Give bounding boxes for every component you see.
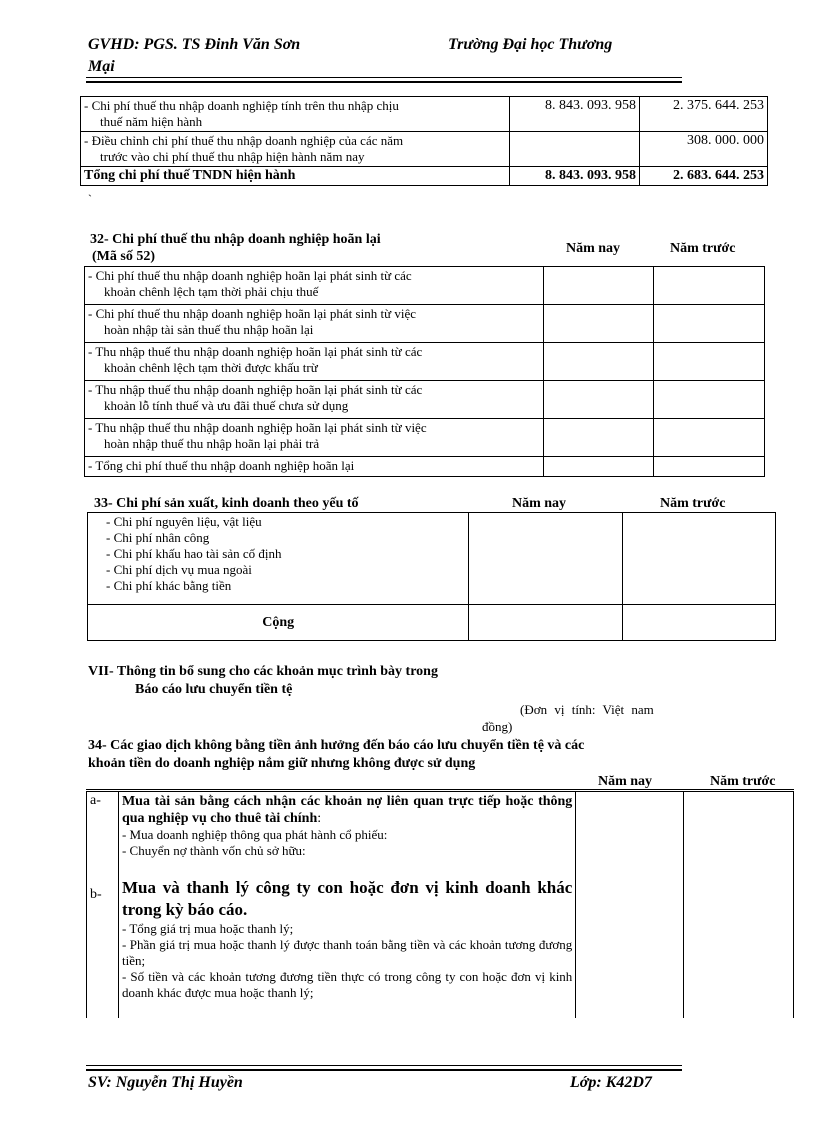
marker-a: a- xyxy=(90,793,101,808)
header-university: Trường Đại học Thương xyxy=(448,36,613,53)
table-row xyxy=(85,457,765,477)
value-last-year xyxy=(654,305,765,343)
list-item: - Tổng giá trị mua hoặc thanh lý; xyxy=(121,921,294,936)
row-markers xyxy=(87,792,119,1018)
list-item: - Chi phí nguyên liệu, vật liệu xyxy=(106,514,262,529)
value-this-year xyxy=(544,419,654,457)
table-row xyxy=(81,97,768,132)
value-this-year xyxy=(510,132,640,167)
footer-rule-top xyxy=(86,1065,682,1066)
stray-mark: ` xyxy=(88,192,92,206)
section7-title: VII- Thông tin bổ sung cho các khoản mục trình bày trong xyxy=(88,664,438,679)
value-last-year xyxy=(654,457,765,477)
section34-title-cont: khoản tiền do doanh nghiệp nắm giữ nhưng không được sử dụng xyxy=(88,756,476,771)
table-row xyxy=(85,305,765,343)
value-last-year xyxy=(654,343,765,381)
non-cash-transactions-table xyxy=(86,791,794,1018)
marker-b: b- xyxy=(90,887,102,902)
total-this-year: 8. 843. 093. 958 xyxy=(510,167,640,186)
section34-rule xyxy=(86,789,794,790)
total-this-year xyxy=(469,605,623,641)
table-row xyxy=(87,792,794,1018)
row-label: - Tổng chi phí thuế thu nhập doanh nghiệp hoãn lại xyxy=(85,457,544,477)
deferred-tax-table xyxy=(84,266,765,477)
header-rule-top xyxy=(86,77,682,78)
section34-title: 34- Các giao dịch không bằng tiền ảnh hưởng đến báo cáo lưu chuyển tiền tệ và các xyxy=(88,738,585,753)
table-row xyxy=(85,267,765,305)
section32-subtitle: (Mã số 52) xyxy=(92,249,155,264)
total-last-year: 2. 683. 644. 253 xyxy=(640,167,768,186)
value-this-year xyxy=(544,305,654,343)
header-university-cont: Mại xyxy=(88,58,115,75)
production-cost-table xyxy=(87,512,776,641)
list-item: - Chuyển nợ thành vốn chủ sở hữu: xyxy=(121,843,306,858)
value-last-year: 2. 375. 644. 253 xyxy=(640,97,768,132)
table-row xyxy=(88,513,776,605)
section33-title: 33- Chi phí sản xuất, kinh doanh theo yếu tố xyxy=(94,496,359,511)
value-last-year xyxy=(654,267,765,305)
row-label: - Thu nhập thuế thu nhập doanh nghiệp hoãn lại phát sinh từ việc hoàn nhập thuế thu nhập hoãn lại phải trả xyxy=(85,419,544,457)
value-this-year: 8. 843. 093. 958 xyxy=(510,97,640,132)
list-item: - Mua doanh nghiệp thông qua phát hành cổ phiếu: xyxy=(121,827,388,842)
value-last-year xyxy=(654,381,765,419)
total-row xyxy=(81,167,768,186)
section32-col-this-year: Năm nay xyxy=(566,241,621,256)
row-label: - Thu nhập thuế thu nhập doanh nghiệp hoãn lại phát sinh từ các khoản lỗ tính thuế và ưu đãi thuế chưa sử dụng xyxy=(85,381,544,419)
row-label: - Chi phí thuế thu nhập doanh nghiệp hoãn lại phát sinh từ việc hoàn nhập tài sản thuế thu nhập hoãn lại xyxy=(85,305,544,343)
value-this-year xyxy=(544,457,654,477)
list-item: - Chi phí nhân công xyxy=(106,530,210,545)
header-rule-bottom xyxy=(86,81,682,83)
section33-col-last-year: Năm trước xyxy=(660,496,726,511)
row-content: Mua tài sản bằng cách nhận các khoản nợ liên quan trực tiếp hoặc thông qua nghiệp vụ cho thuê tài chính: - Mua doanh nghiệp thông qua phát hành cổ phiếu: - Chuyển nợ thành vốn chủ sở hữu: Mua và thanh lý công ty con hoặc đơn vị kinh doanh khác trong kỳ báo cáo. - Tổng giá trị mua hoặc thanh lý; - Phần giá trị mua hoặc thanh lý được thanh toán bằng tiền và các khoản tương đương tiền; - Số tiền và các khoản tương đương tiền thực có trong công ty con hoặc đơn vị kinh doanh khác được mua hoặc thanh lý; xyxy=(118,792,575,1018)
row-label: - Chi phí thuế thu nhập doanh nghiệp hoãn lại phát sinh từ các khoản chênh lệch tạm thời phải chịu thuế xyxy=(85,267,544,305)
section34-col-this-year: Năm nay xyxy=(598,774,653,789)
list-item: - Số tiền và các khoản tương đương tiền thực có trong công ty con hoặc đơn vị kinh doanh khác được mua hoặc thanh lý; xyxy=(121,969,573,1000)
header-instructor: GVHD: PGS. TS Đinh Văn Sơn xyxy=(88,36,301,53)
total-label: Tổng chi phí thuế TNDN hiện hành xyxy=(81,167,510,186)
section32-title: 32- Chi phí thuế thu nhập doanh nghiệp hoãn lại xyxy=(90,232,381,247)
section33-col-this-year: Năm nay xyxy=(512,496,567,511)
value-last-year xyxy=(623,513,776,605)
list-item: - Phần giá trị mua hoặc thanh lý được thanh toán bằng tiền và các khoản tương đương tiền; xyxy=(121,937,573,968)
table-row xyxy=(85,343,765,381)
footer-class: Lớp: K42D7 xyxy=(570,1074,652,1091)
unit-note-cont: đồng) xyxy=(482,719,513,734)
value-this-year xyxy=(544,267,654,305)
section32-col-last-year: Năm trước xyxy=(670,241,736,256)
total-row xyxy=(88,605,776,641)
value-this-year xyxy=(469,513,623,605)
row-label: - Chi phí thuế thu nhập doanh nghiệp tính trên thu nhập chịu thuế năm hiện hành xyxy=(81,97,510,132)
value-last-year: 308. 000. 000 xyxy=(640,132,768,167)
table-row xyxy=(85,381,765,419)
section7-subtitle: Báo cáo lưu chuyển tiền tệ xyxy=(135,682,293,697)
list-item: - Chi phí dịch vụ mua ngoài xyxy=(106,562,252,577)
item-b-heading: Mua và thanh lý công ty con hoặc đơn vị kinh doanh khác trong kỳ báo cáo. xyxy=(121,878,573,919)
value-this-year xyxy=(544,381,654,419)
section34-col-last-year: Năm trước xyxy=(710,774,776,789)
footer-rule-bottom xyxy=(86,1069,682,1071)
cost-items xyxy=(88,513,469,605)
list-item: - Chi phí khấu hao tài sản cố định xyxy=(106,546,282,561)
current-tax-table xyxy=(80,96,768,186)
list-item: - Chi phí khác bằng tiền xyxy=(106,578,232,593)
total-last-year xyxy=(623,605,776,641)
value-last-year xyxy=(684,792,794,1018)
total-label: Cộng xyxy=(88,605,469,641)
item-a-heading: Mua tài sản bằng cách nhận các khoản nợ liên quan trực tiếp hoặc thông qua nghiệp vụ cho thuê tài chính xyxy=(121,794,573,826)
row-label: - Thu nhập thuế thu nhập doanh nghiệp hoãn lại phát sinh từ các khoản chênh lệch tạm thời được khấu trừ xyxy=(85,343,544,381)
value-this-year xyxy=(544,343,654,381)
row-label: - Điều chỉnh chi phí thuế thu nhập doanh nghiệp của các năm trước vào chi phí thuế thu nhập hiện hành năm nay xyxy=(81,132,510,167)
footer-student: SV: Nguyễn Thị Huyền xyxy=(88,1074,243,1091)
value-this-year xyxy=(576,792,684,1018)
table-row xyxy=(85,419,765,457)
table-row xyxy=(81,132,768,167)
value-last-year xyxy=(654,419,765,457)
unit-note: (Đơn vị tính: Việt nam xyxy=(520,702,654,717)
